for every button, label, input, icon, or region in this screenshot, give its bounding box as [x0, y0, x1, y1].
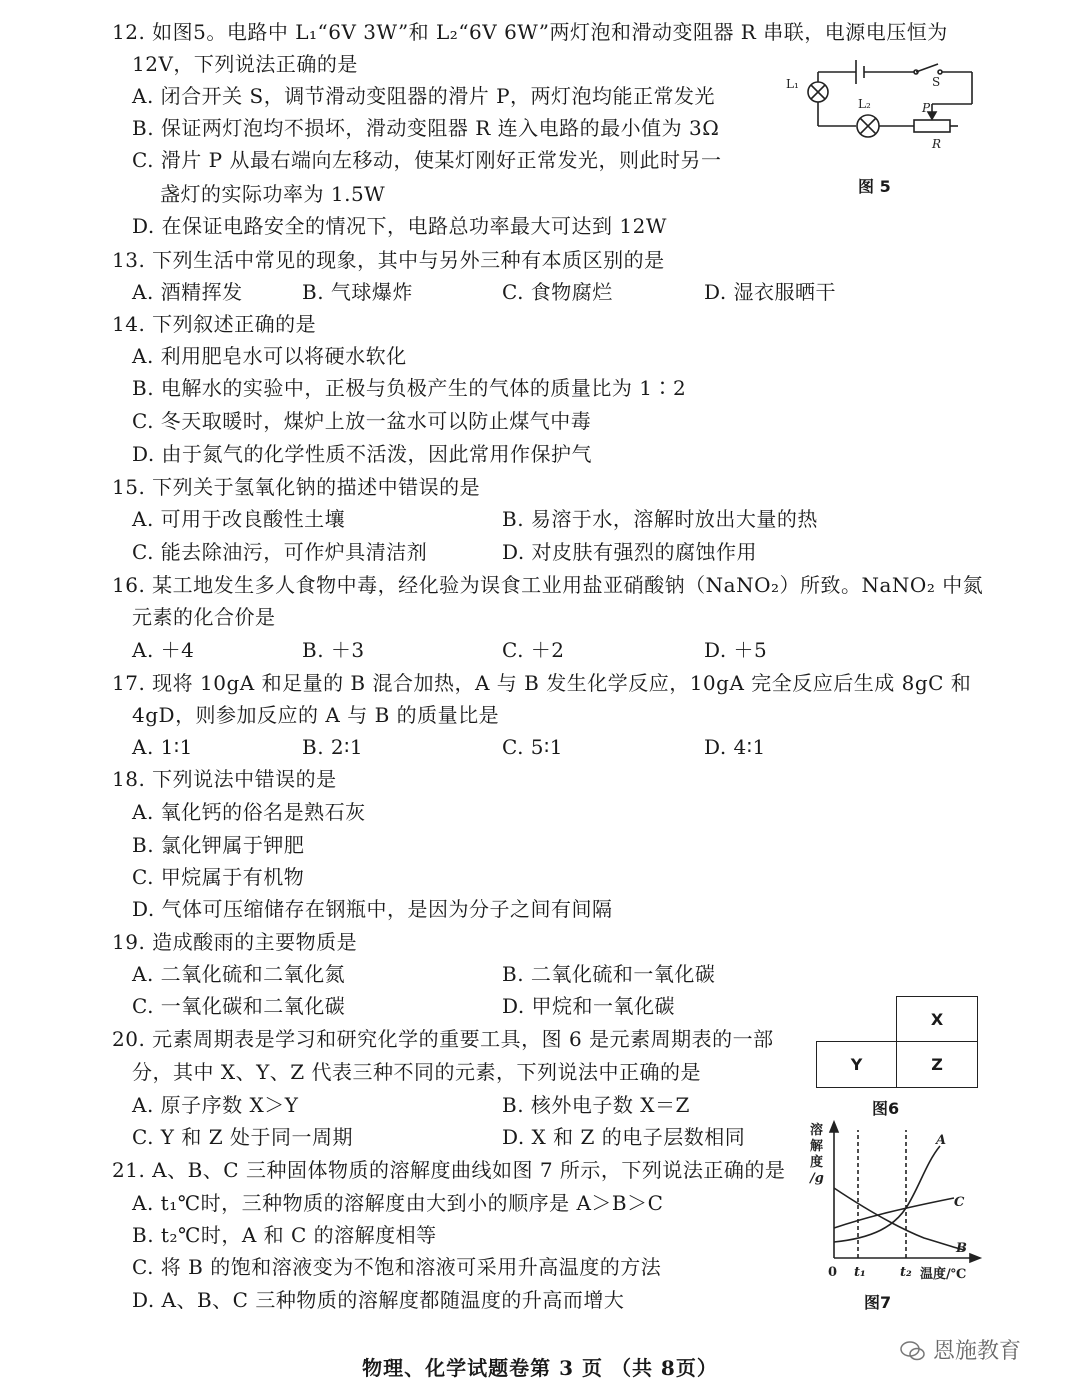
q18-option-a: A. 氧化钙的俗名是熟石灰: [132, 800, 366, 824]
q16-option-a: A. ＋4: [132, 638, 195, 662]
q13-stem: 13. 下列生活中常见的现象，其中与另外三种有本质区别的是: [112, 248, 665, 272]
fig5-label-s: S: [932, 75, 941, 89]
q21-option-b: B. t₂℃时，A 和 C 的溶解度相等: [132, 1223, 437, 1247]
q15-option-a: A. 可用于改良酸性土壤: [132, 507, 346, 531]
q20-stem-line2: 分，其中 X、Y、Z 代表三种不同的元素，下列说法中正确的是: [132, 1060, 702, 1084]
fig7-ylabel-2: 解: [810, 1139, 824, 1154]
q19-option-c: C. 一氧化碳和二氧化碳: [132, 994, 346, 1018]
q18-option-c: C. 甲烷属于有机物: [132, 865, 305, 889]
q21-option-c: C. 将 B 的饱和溶液变为不饱和溶液可采用升高温度的方法: [132, 1255, 662, 1279]
q21-option-a: A. t₁℃时，三种物质的溶解度由大到小的顺序是 A＞B＞C: [132, 1191, 664, 1215]
q17-stem-line1: 17. 现将 10gA 和足量的 B 混合加热，A 与 B 发生化学反应，10gA 完全反应后生成 8gC 和: [112, 671, 972, 695]
figure6-caption: 图6: [872, 1099, 900, 1118]
fig7-ylabel-1: 溶: [810, 1123, 824, 1138]
curve-b: [834, 1188, 964, 1250]
solubility-curve-figure7: [804, 1118, 984, 1288]
y-axis-arrow: [830, 1122, 838, 1132]
fig7-curve-a-label: A: [936, 1133, 947, 1148]
q17-option-d: D. 4∶1: [704, 735, 766, 759]
fig7-xlabel: 温度/℃: [920, 1267, 967, 1282]
q12-option-b: B. 保证两灯泡均不损坏，滑动变阻器 R 连入电路的最小值为 3Ω: [132, 116, 720, 140]
q16-option-b: B. ＋3: [302, 638, 365, 662]
fig7-ylabel-3: 度: [810, 1155, 824, 1170]
q16-option-c: C. ＋2: [502, 638, 565, 662]
q16-stem-line1: 16. 某工地发生多人食物中毒，经化验为误食工业用盐亚硝酸钠（NaNO₂）所致。NaNO₂ 中氮: [112, 573, 984, 597]
circuit-diagram-figure5: [776, 50, 996, 160]
q17-option-c: C. 5∶1: [502, 735, 563, 759]
q20-option-b: B. 核外电子数 X＝Z: [502, 1093, 690, 1117]
q16-option-d: D. ＋5: [704, 638, 768, 662]
q14-option-d: D. 由于氮气的化学性质不活泼，因此常用作保护气: [132, 442, 593, 466]
q15-option-b: B. 易溶于水，溶解时放出大量的热: [502, 507, 818, 531]
q13-option-c: C. 食物腐烂: [502, 280, 613, 304]
q15-option-c: C. 能去除油污，可作炉具清洁剂: [132, 540, 428, 564]
curve-a: [834, 1146, 940, 1242]
fig7-origin: 0: [828, 1265, 838, 1280]
wechat-icon: [900, 1340, 926, 1362]
q13-option-a: A. 酒精挥发: [132, 280, 243, 304]
page-footer: 物理、化学试题卷第 3 页 （共 8页）: [362, 1356, 718, 1380]
q17-option-a: A. 1∶1: [132, 735, 193, 759]
q14-option-a: A. 利用肥皂水可以将硬水软化: [132, 344, 407, 368]
q17-stem-line2: 4gD，则参加反应的 A 与 B 的质量比是: [132, 703, 500, 727]
periodic-cell-x: X: [896, 996, 978, 1042]
q12-option-a: A. 闭合开关 S，调节滑动变阻器的滑片 P，两灯泡均能正常发光: [132, 84, 716, 108]
q13-option-d: D. 湿衣服晒干: [704, 280, 837, 304]
q17-option-b: B. 2∶1: [302, 735, 364, 759]
watermark: [900, 1334, 1021, 1365]
q20-stem-line1: 20. 元素周期表是学习和研究化学的重要工具，图 6 是元素周期表的一部: [112, 1027, 774, 1051]
fig5-label-l1: L₁: [786, 77, 799, 91]
q20-option-c: C. Y 和 Z 处于同一周期: [132, 1125, 353, 1149]
q12-option-c-line2: 盏灯的实际功率为 1.5W: [160, 182, 386, 206]
q19-stem: 19. 造成酸雨的主要物质是: [112, 930, 358, 954]
q12-stem-line2: 12V，下列说法正确的是: [132, 52, 358, 76]
fig7-curve-c-label: C: [954, 1195, 965, 1210]
q20-option-a: A. 原子序数 X＞Y: [132, 1093, 299, 1117]
q18-stem: 18. 下列说法中错误的是: [112, 767, 337, 791]
figure7-caption: 图7: [864, 1293, 892, 1312]
q12-option-c-line1: C. 滑片 P 从最右端向左移动，使某灯刚好正常发光，则此时另一: [132, 148, 722, 172]
q15-option-d: D. 对皮肤有强烈的腐蚀作用: [502, 540, 758, 564]
periodic-cell-y: Y: [816, 1041, 897, 1088]
q12-stem-line1: 12. 如图5。电路中 L₁“6V 3W”和 L₂“6V 6W”两灯泡和滑动变阻器 R 串联，电源电压恒为: [112, 20, 948, 44]
q14-option-c: C. 冬天取暖时，煤炉上放一盆水可以防止煤气中毒: [132, 409, 592, 433]
q19-option-b: B. 二氧化硫和一氧化碳: [502, 962, 716, 986]
fig5-label-r: R: [932, 137, 942, 151]
q19-option-a: A. 二氧化硫和二氧化氮: [132, 962, 346, 986]
fig7-ylabel-4: /g: [810, 1171, 824, 1186]
q18-option-b: B. 氯化钾属于钾肥: [132, 833, 305, 857]
x-axis-arrow: [970, 1254, 980, 1262]
fig7-curve-b-label: B: [956, 1241, 967, 1256]
fig7-t2: t₂: [900, 1265, 912, 1280]
q13-option-b: B. 气球爆炸: [302, 280, 413, 304]
q21-option-d: D. A、B、C 三种物质的溶解度都随温度的升高而增大: [132, 1288, 625, 1312]
q18-option-d: D. 气体可压缩储存在钢瓶中，是因为分子之间有间隔: [132, 897, 613, 921]
q14-option-b: B. 电解水的实验中，正极与负极产生的气体的质量比为 1∶2: [132, 376, 687, 400]
q19-option-d: D. 甲烷和一氧化碳: [502, 994, 676, 1018]
q20-option-d: D. X 和 Z 的电子层数相同: [502, 1125, 746, 1149]
watermark-text: 恩施教育: [933, 1339, 1022, 1364]
q15-stem: 15. 下列关于氢氧化钠的描述中错误的是: [112, 475, 481, 499]
q14-stem: 14. 下列叙述正确的是: [112, 312, 317, 336]
q12-option-d: D. 在保证电路安全的情况下，电路总功率最大可达到 12W: [132, 214, 667, 238]
q21-stem: 21. A、B、C 三种固体物质的溶解度曲线如图 7 所示，下列说法正确的是: [112, 1158, 786, 1182]
figure5-caption: 图 5: [858, 177, 891, 196]
q16-stem-line2: 元素的化合价是: [132, 605, 276, 629]
fig5-label-p: P: [922, 101, 931, 115]
fig5-label-l2: L₂: [858, 97, 871, 111]
periodic-cell-z: Z: [896, 1041, 978, 1088]
fig7-t1: t₁: [854, 1265, 866, 1280]
